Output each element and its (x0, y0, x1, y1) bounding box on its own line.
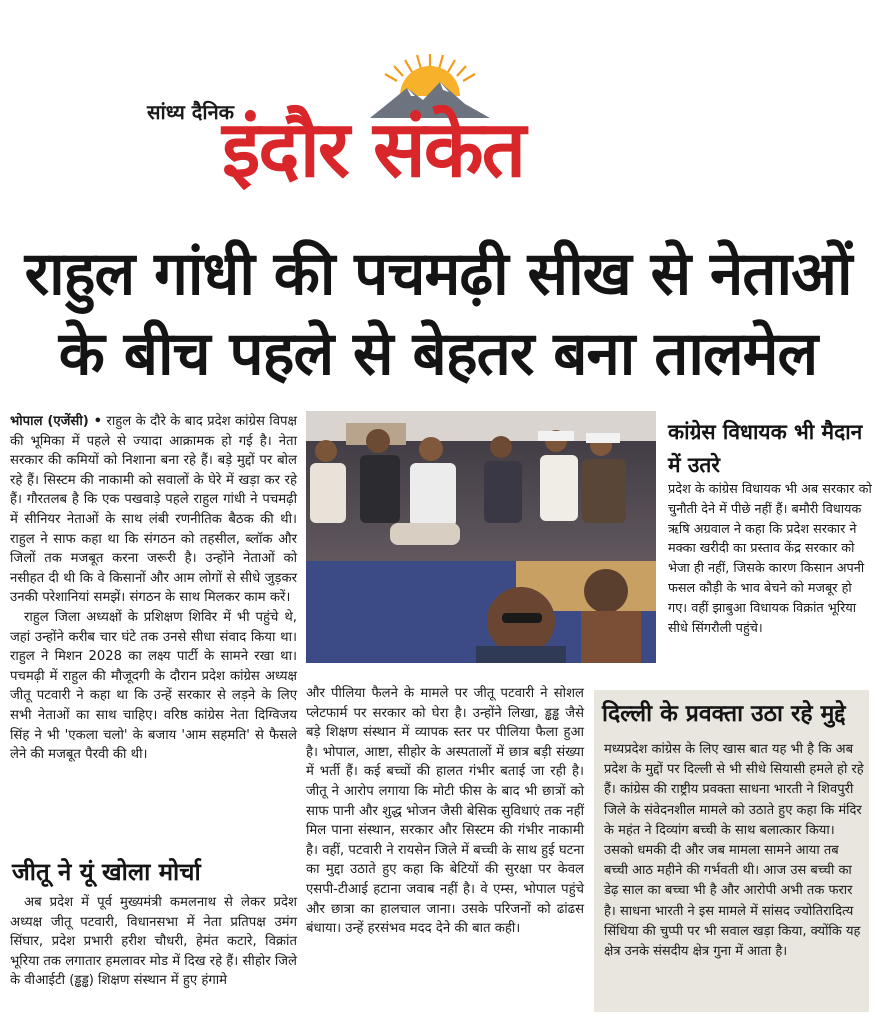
article-paragraph-3: अब प्रदेश में पूर्व मुख्यमंत्री कमलनाथ से लेकर प्रदेश अध्यक्ष जीतू पटवारी, विधानसभा में नेता प्रतिपक्ष उमंग सिंघार, प्रदेश प्रभारी हरीश चौधरी, हेमंत कटारे, विक्रांत भूरिया तक लगातार हमलावर मोड में दिख रहे हैं। सीहोर जिले के वीआईटी (ड्ढड्ढ) शिक्षण संस्थान में हुए हंगामे (10, 895, 297, 989)
article-column-1 (10, 412, 297, 765)
article-column-2 (306, 684, 584, 939)
masthead-tagline: सांध्य दैनिक (147, 100, 235, 124)
side-text: प्रदेश के कांग्रेस विधायक भी अब सरकार को चुनौती देने में पीछे नहीं हैं। बमौरी विधायक ऋषि अग्रवाल ने कहा कि प्रदेश सरकार ने मक्का खरीदी का प्रस्ताव केंद्र सरकार को भेजा ही नहीं, जिसके कारण किसान अपनी फसल कौड़ी के भाव बेचने को मजबूर हो गए। वहीं झाबुआ विधायक विक्रांत भूरिया सीधे सिंगरौली पहुंचे। (668, 482, 872, 636)
box-text: मध्यप्रदेश कांग्रेस के लिए खास बात यह भी है कि अब प्रदेश के मुद्दों पर दिल्ली से भी सीधे सियासी हमले हो रहे हैं। कांग्रेस की राष्ट्रीय प्रवक्ता साधना भारती ने शिवपुरी जिले के संवेदनशील मामले को उठाते हुए कहा कि मंदिर के महंत ने दिव्यांग बच्ची के साथ बलात्कार किया। उसको धमकी दी और जब मामला सामने आया तब बच्ची आठ महीने की गर्भवती थी। आज उस बच्ची का डेढ़ साल का बच्चा भी है और आरोपी अभी तक फरार है। साधना भारती ने इस मामले में सांसद ज्योतिरादित्य सिंधिया की चुप्पी पर भी सवाल खड़ा किया, क्योंकि यह क्षेत्र उनके संसदीय क्षेत्र गुना में आता है। (604, 742, 864, 960)
article-paragraph-4: और पीलिया फैलने के मामले पर जीतू पटवारी ने सोशल प्लेटफार्म पर सरकार को घेरा है। उन्होंने लिखा, ड्ढड्ढ जैसे बड़े शिक्षण संस्थान में व्यापक स्तर पर पीलिया फैला हुआ है। भोपाल, आष्टा, सीहोर के अस्पतालों में छात्र बड़ी संख्या में भर्ती हैं। कई बच्चों की हालत गंभीर बताई जा रही है। जीतू ने आरोप लगाया कि मोटी फीस के बाद भी छात्रों को साफ पानी और शुद्ध भोजन जैसी बेसिक सुविधाएं तक नहीं मिल पाना संस्थान, सरकार और सिस्टम की गंभीर नाकामी है। वहीं, पटवारी ने रायसेन जिले में बच्ची के साथ हुई घटना का मुद्दा उठाते हुए कहा कि बेटियों की सुरक्षा पर केवल एसपी-टीआई हटाना जवाब नहीं है। वे एम्स, भोपाल पहुंचे और छात्रा का हालचाल जाना। उसके परिजनों को ढांढस बंधाया। उन्हें हरसंभव मदद देने की बात कही। (306, 686, 584, 937)
newspaper-name: इंदौर संकेत (222, 105, 525, 195)
article-column-1b (10, 893, 297, 991)
subhead-jitu: जीतू ने यूं खोला मोर्चा (12, 858, 201, 886)
side-heading: कांग्रेस विधायक भी मैदान में उतरे (668, 420, 863, 477)
headline-line-2: के बीच पहले से बेहतर बना तालमेल (58, 319, 818, 389)
article-paragraph-1: राहुल के दौरे के बाद प्रदेश कांग्रेस विपक्ष की भूमिका में पहले से ज्यादा आक्रामक हो गई है। नेता सरकार की कमियों को निशाना बना रहे हैं। बड़े मुद्दों पर बोल रहे हैं। सिस्टम की नाकामी को सवालों के घेरे में खड़ा कर रहे हैं। गौरतलब है कि एक पखवाड़े पहले राहुल गांधी ने पचमढ़ी में सीनियर नेताओं के साथ लंबी रणनीतिक बैठक की थी। राहुल ने साफ कहा था कि संगठन को तहसील, ब्लॉक और जिलों तक मजबूत करना जरूरी है। उन्होंने नेताओं को नसीहत दी थी कि वे किसानों और आम लोगों से सीधे जुड़कर उनकी परेशानियां समझें। संगठन के साथ मिलकर काम करें। (10, 414, 297, 606)
news-photo (306, 411, 656, 663)
dateline: भोपाल (एजेंसी) • (10, 414, 103, 429)
article-paragraph-2: राहुल जिला अध्यक्षों के प्रशिक्षण शिविर में भी पहुंचे थे, जहां उन्होंने करीब चार घंटे तक उनसे सीधा संवाद किया था। राहुल ने मिशन 2028 का लक्ष्य पार्टी के सामने रखा था। पचमढ़ी में राहुल की मौजूदगी के दौरान प्रदेश कांग्रेस अध्यक्ष जीतू पटवारी ने कहा था कि उन्हें सरकार से लड़ने के लिए सभी नेताओं का साथ चाहिए। वरिष्ठ कांग्रेस नेता दिग्विजय सिंह ने भी 'एकला चलो' के बजाय 'आम सहमति' से फैसले लेने की मजबूत पैरवी की थी। (10, 609, 297, 763)
headline-line-1: राहुल गांधी की पचमढ़ी सीख से नेताओं (24, 239, 852, 309)
box-heading: दिल्ली के प्रवक्ता उठा रहे मुद्दे (602, 701, 846, 727)
